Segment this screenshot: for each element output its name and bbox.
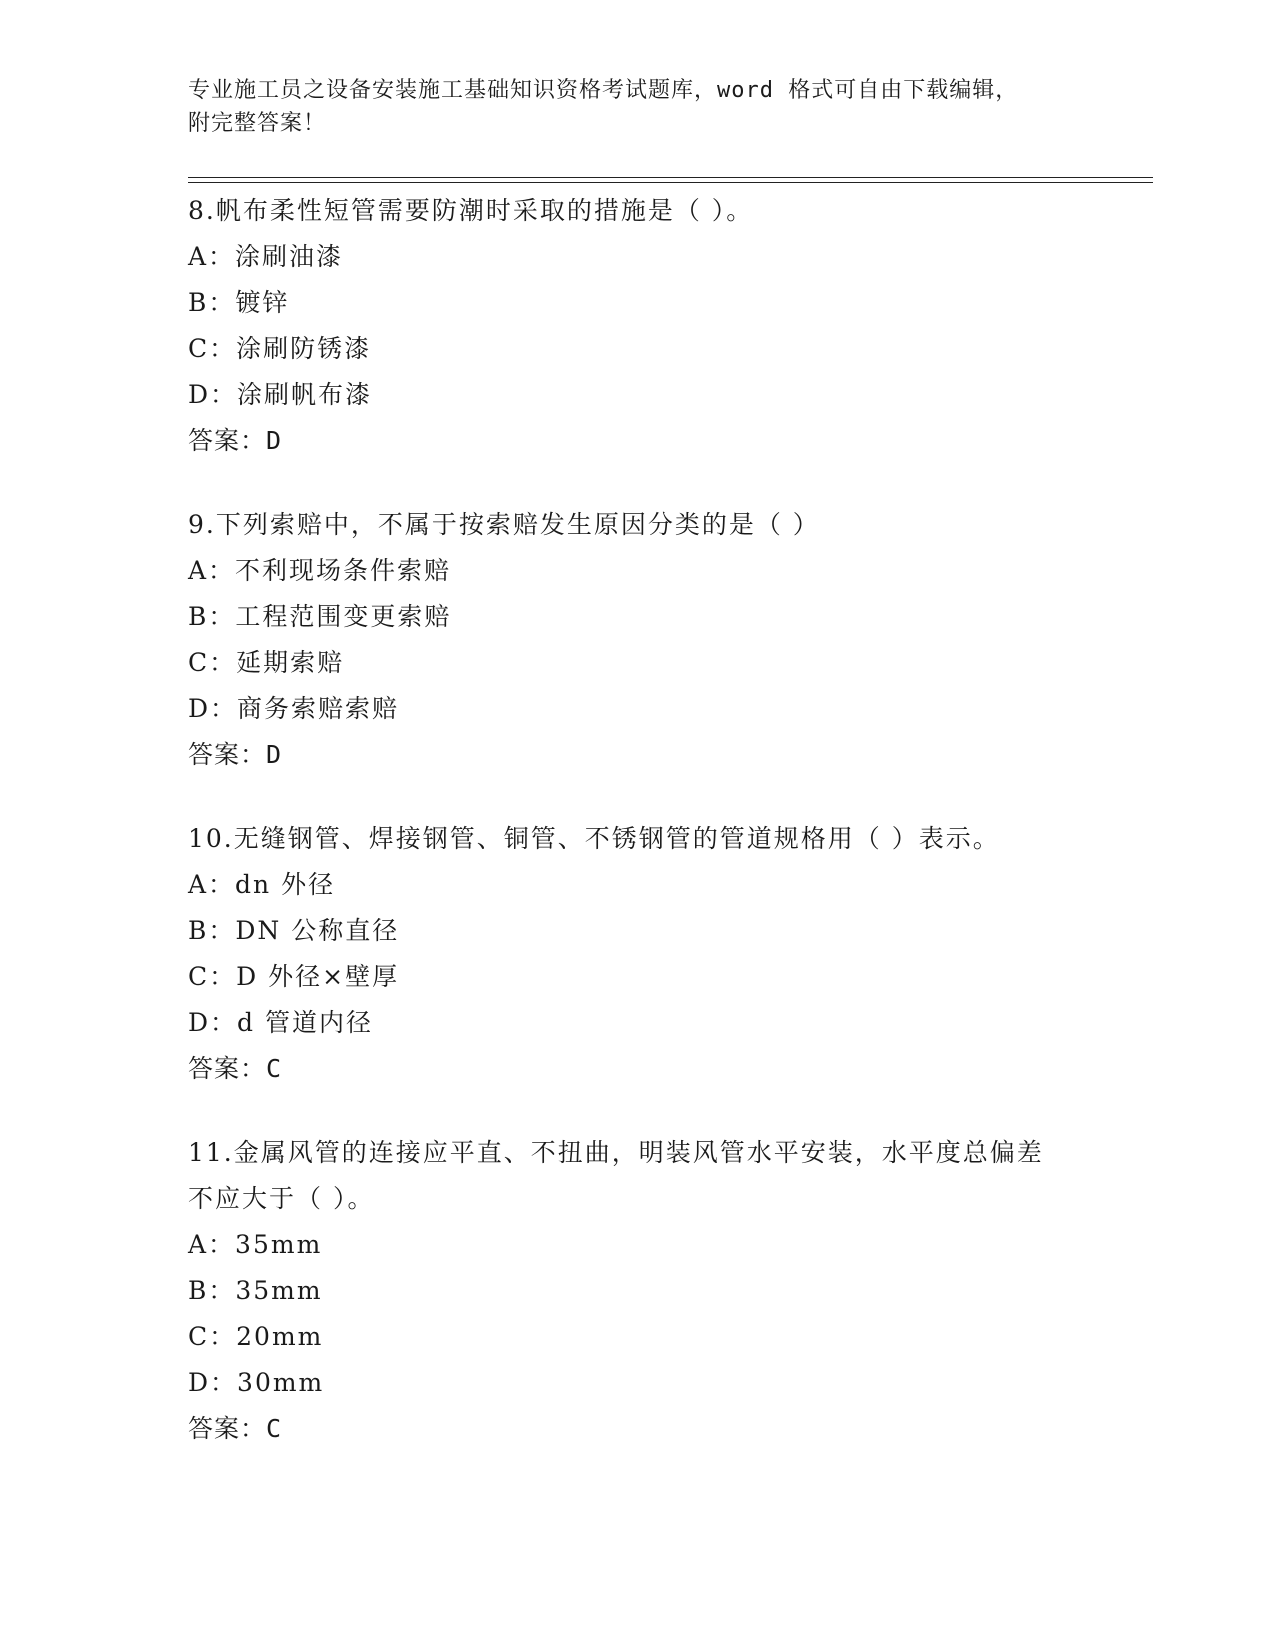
answer-line: 答案：C (188, 1054, 283, 1083)
header-divider-top (188, 177, 1153, 178)
option-b: B：镀锌 (188, 288, 290, 317)
question-8 (188, 188, 1088, 464)
answer-line: 答案：D (188, 426, 283, 455)
answer-line: 答案：D (188, 740, 283, 769)
option-c: C：20mm (188, 1322, 324, 1351)
question-list (188, 188, 1088, 1490)
question-10 (188, 816, 1088, 1092)
option-c: C：延期索赔 (188, 648, 345, 677)
option-a: A：涂刷油漆 (188, 242, 344, 271)
document-header (188, 74, 1068, 140)
answer-line: 答案：C (188, 1414, 283, 1443)
option-d: D：d 管道内径 (188, 1008, 373, 1037)
option-c: C：涂刷防锈漆 (188, 334, 372, 363)
option-a: A：不利现场条件索赔 (188, 556, 452, 585)
option-b: B：35mm (188, 1276, 323, 1305)
question-text: 9.下列索赔中，不属于按索赔发生原因分类的是（ ） (188, 510, 820, 539)
question-11 (188, 1130, 1088, 1452)
option-b: B：工程范围变更索赔 (188, 602, 452, 631)
question-text: 10.无缝钢管、焊接钢管、铜管、不锈钢管的管道规格用（ ）表示。 (188, 824, 1000, 853)
header-divider-bottom (188, 182, 1153, 183)
option-a: A：35mm (188, 1230, 323, 1259)
option-a: A：dn 外径 (188, 870, 336, 899)
question-text: 11.金属风管的连接应平直、不扭曲，明装风管水平安装，水平度总偏差不应大于（ ）。 (188, 1138, 1044, 1213)
option-d: D：涂刷帆布漆 (188, 380, 373, 409)
header-line-2: 附完整答案！ (188, 111, 327, 136)
option-c: C：D 外径×壁厚 (188, 962, 400, 991)
question-text: 8.帆布柔性短管需要防潮时采取的措施是（ ）。 (188, 196, 754, 225)
option-d: D：商务索赔索赔 (188, 694, 400, 723)
option-b: B：DN 公称直径 (188, 916, 400, 945)
option-d: D：30mm (188, 1368, 325, 1397)
question-9 (188, 502, 1088, 778)
header-line-1: 专业施工员之设备安装施工基础知识资格考试题库，word 格式可自由下载编辑， (188, 78, 1019, 103)
